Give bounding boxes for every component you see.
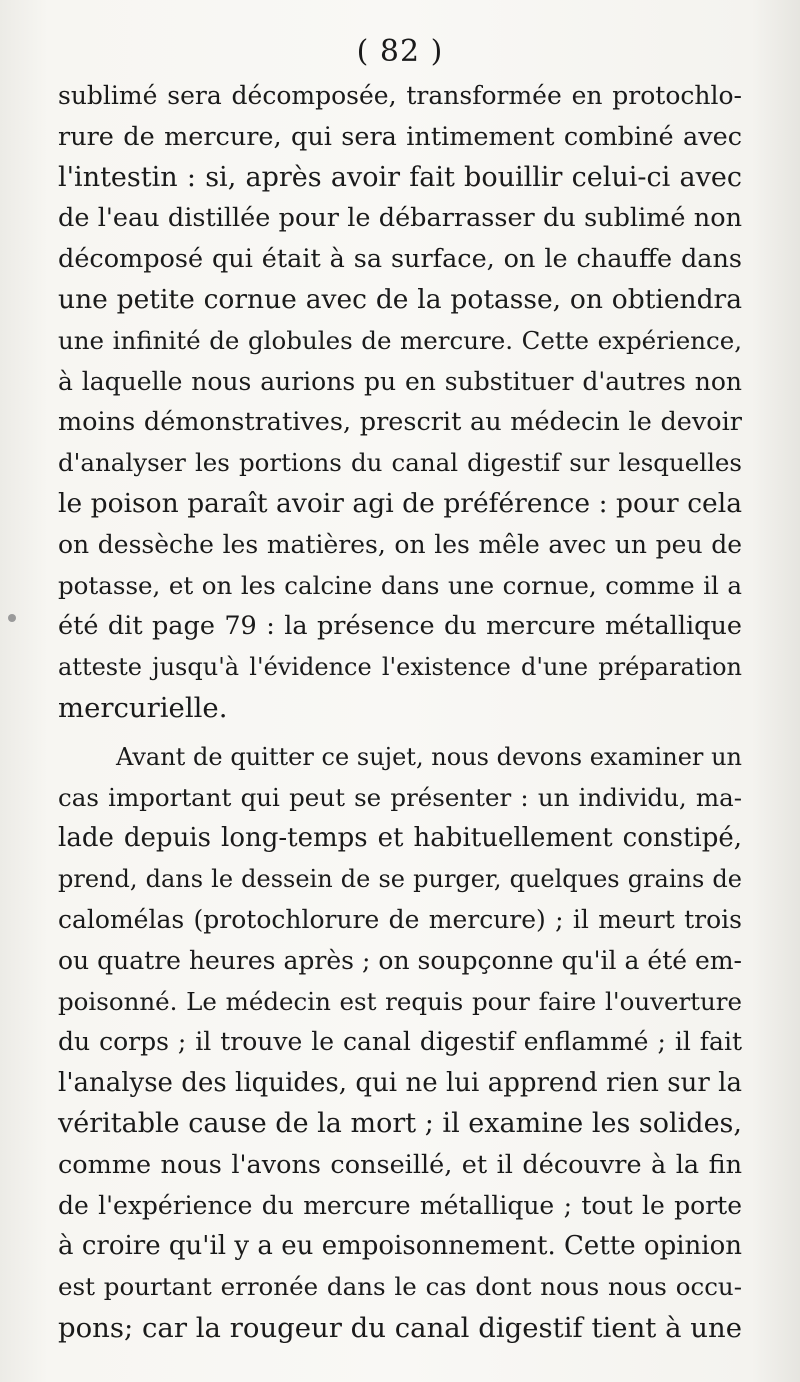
text-line: mercurielle. [58,691,228,724]
text-line: une petite cornue avec de la potasse, on obtiendra [58,283,742,315]
paragraph [58,76,742,729]
text-line: été dit page 79 : la présence du mercure métallique [58,611,742,642]
text-line: atteste jusqu'à l'évidence l'existence d'une préparation [58,653,742,682]
text-line: une infinité de globules de mercure. Cette expérience, [58,325,742,355]
text-line: potasse, et on les calcine dans une cornue, comme il a [58,570,742,600]
text-line: lade depuis long-temps et habituellement constipé, [58,823,742,854]
text-line: à croire qu'il y a eu empoisonnement. Cette opinion [58,1231,742,1262]
text-line: à laquelle nous aurions pu en substituer d'autres non [58,366,742,396]
text-line: comme nous l'avons conseillé, et il découvre à la fin [58,1149,742,1180]
text-line: de l'expérience du mercure métallique ; tout le porte [58,1190,742,1220]
text-line: moins démonstratives, prescrit au médecin le devoir [58,407,742,438]
paragraph [58,737,742,1349]
text-line: calomélas (protochlorure de mercure) ; il meurt trois [58,904,742,934]
text-line: véritable cause de la mort ; il examine les solides, [58,1107,742,1139]
text-line: est pourtant erronée dans le cas dont nous nous occu- [58,1272,742,1302]
text-line: décomposé qui était à sa surface, on le chauffe dans [58,244,742,275]
text-line: sublimé sera décomposée, transformée en protochlo- [58,81,742,110]
body-text [58,76,742,1349]
text-line: du corps ; il trouve le canal digestif enflammé ; il fait [58,1027,742,1057]
text-line: l'intestin : si, après avoir fait bouillir celui-ci avec [58,161,742,193]
text-line: on dessèche les matières, on les mêle avec un peu de [58,529,742,559]
text-line: de l'eau distillée pour le débarrasser du sublimé non [58,203,742,234]
page-number: ( 82 ) [356,34,444,69]
text-line: cas important qui peut se présenter : un individu, ma- [58,782,742,812]
paragraph-gap [58,729,742,737]
text-line: prend, dans le dessein de se purger, quelques grains de [58,865,742,894]
text-line: pons; car la rougeur du canal digestif tient à une [58,1311,742,1344]
text-line: poisonné. Le médecin est requis pour faire l'ouverture [58,986,742,1016]
ink-speck [8,614,16,622]
text-line: ou quatre heures après ; on soupçonne qu'il a été em- [58,945,742,975]
text-line: d'analyser les portions du canal digestif sur lesquelles [58,448,742,478]
paragraphs [58,76,742,1349]
text-line: Avant de quitter ce sujet, nous devons examiner un [116,742,742,771]
text-line: le poison paraît avoir agi de préférence : pour cela [58,487,742,519]
text-line: l'analyse des liquides, qui ne lui apprend rien sur la [58,1068,742,1099]
text-line: rure de mercure, qui sera intimement combiné avec [58,121,742,152]
